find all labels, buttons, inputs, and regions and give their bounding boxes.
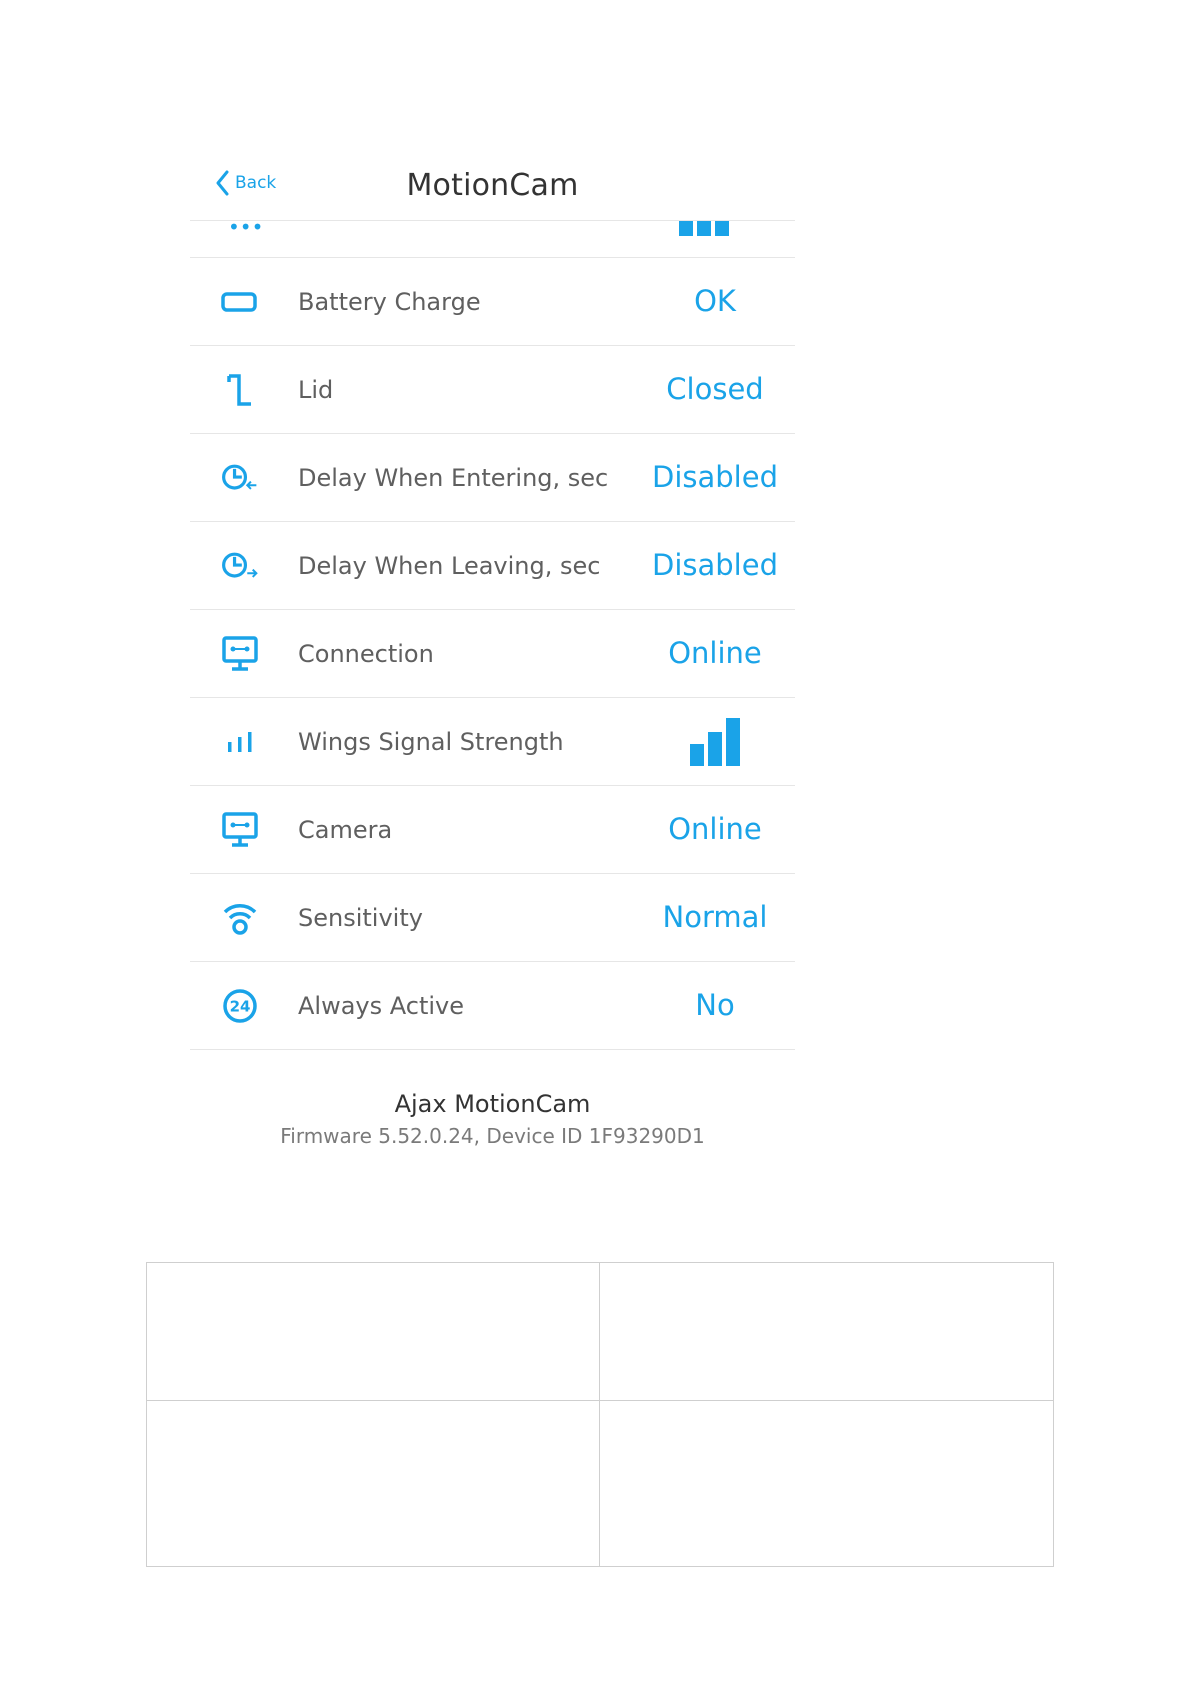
row-label: Delay When Leaving, sec [298,552,601,580]
always-active-24-icon [220,986,260,1026]
row-value: Closed [666,372,764,406]
row-value: Normal [662,900,768,934]
list-item-sensitivity[interactable] [190,874,795,962]
firmware-info: Firmware 5.52.0.24, Device ID 1F93290D1 [280,1124,705,1148]
table-cell [147,1263,600,1401]
nav-header [190,150,795,220]
table-cell [147,1401,600,1566]
svg-text:24: 24 [229,997,251,1016]
partial-row-cut-off [190,220,795,258]
row-value: Disabled [652,548,778,582]
row-label: Sensitivity [298,904,423,932]
partial-icon: ••• [228,220,264,239]
list-item-delay-leaving[interactable] [190,522,795,610]
list-item-wings-signal[interactable] [190,698,795,786]
page-title: MotionCam [406,168,579,203]
list-item-lid[interactable] [190,346,795,434]
row-label: Delay When Entering, sec [298,464,609,492]
list-item-always-active[interactable] [190,962,795,1050]
row-label: Connection [298,640,434,668]
row-value: Disabled [652,460,778,494]
list-item-battery-charge[interactable] [190,258,795,346]
lid-icon [220,370,260,410]
device-name: Ajax MotionCam [394,1090,591,1118]
empty-table [146,1262,1054,1567]
list-item-connection[interactable] [190,610,795,698]
list-item-camera[interactable] [190,786,795,874]
battery-icon [220,282,260,322]
back-label: Back [235,173,277,193]
monitor-icon [220,810,260,850]
list-item-delay-entering[interactable] [190,434,795,522]
clock-enter-icon [220,458,260,498]
device-settings-screen [190,150,795,1148]
partial-signal-bars [679,221,729,236]
row-label: Always Active [298,992,464,1020]
row-value: Online [668,636,762,670]
row-value: No [695,988,735,1022]
clock-leave-icon [220,546,260,586]
row-label: Wings Signal Strength [298,728,564,756]
table-cell [600,1401,1053,1566]
row-value: OK [694,284,736,318]
row-value: Online [668,812,762,846]
row-label: Battery Charge [298,288,481,316]
monitor-icon [220,634,260,674]
table-cell [600,1263,1053,1401]
signal-icon [220,722,260,762]
device-info-footer [190,1090,795,1148]
sensitivity-icon [220,898,260,938]
signal-strength-bars [630,716,800,775]
row-label: Lid [298,376,334,404]
row-label: Camera [298,816,393,844]
